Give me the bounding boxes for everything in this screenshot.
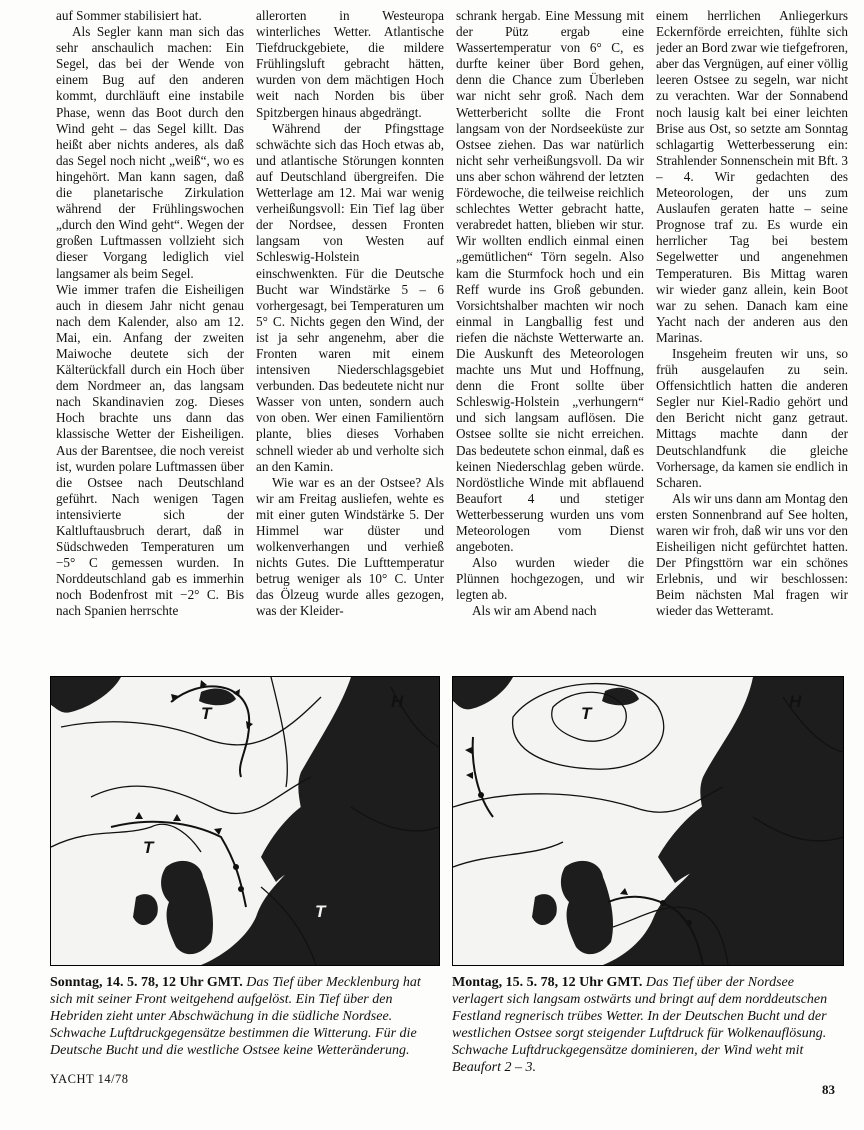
paragraph: Als Segler kann man sich das sehr anschaulich machen: Ein Segel, das bei der Wende von einem Bug auf den anderen kommt, durchläuft eine instabile Phase, wenn das Boot durch den Wind geht – das Segel killt. Das heißt aber nichts anderes, als daß das Segel noch nicht „weiß“, wo es hingehört. Man kann sagen, daß die planetarische Zirkulation während der Frühlingswochen „durch den Wind geht“. Wegen der großen Luftmassen vollzieht sich dieser Vorgang lediglich viel langsamer als beim Segel. bbox=[56, 24, 244, 281]
paragraph: Also wurden wieder die Plünnen hochgezogen, und wir legten ab. bbox=[456, 555, 644, 603]
magazine-issue: YACHT 14/78 bbox=[50, 1072, 129, 1086]
map-caption-sunday bbox=[50, 974, 442, 1059]
paragraph: Wie immer trafen die Eisheiligen auch in diesem Jahr nicht genau nach dem Kalender, also am 12. Mai, ein. Anfang der zweiten Maiwoche deutete sich der Kälterückfall durch ein Hoch über dem Nordmeer an, das langsam nach Skandinavien zog. Dieses Hoch brachte uns dann das klassische Wetter der Eisheiligen. Aus der Barentsee, die noch vereist ist, wurden polare Luftmassen über die Ostsee nach Deutschland geführt. Nach wenigen Tagen intensivierte sich der Kaltluftausbruch derart, daß in Südschweden Temperaturen um −5° C gemessen wurden. In Norddeutschland gab es immerhin noch Bodenfrost mit −2° C. Bis nach Spanien herrschte bbox=[56, 281, 244, 619]
caption-lead: Sonntag, 14. 5. 78, 12 Uhr GMT. bbox=[50, 975, 243, 990]
low-pressure-label: T bbox=[201, 704, 212, 723]
article-column-2 bbox=[256, 8, 444, 658]
caption-text: Das Tief über Mecklenburg hat sich mit seiner Front weitgehend aufgelöst. Ein Tief über den Hebriden zieht unter Abschwächung in die südliche Nordsee. Schwache Luftdruckgegensätze bestimmen die Witterung. Für die Deutsche Bucht und die westliche Ostsee keine Wetteränderung. bbox=[50, 975, 421, 1058]
weather-map-monday bbox=[452, 676, 844, 966]
article-column-4 bbox=[656, 8, 848, 658]
weather-map-monday-graphic bbox=[453, 677, 843, 965]
caption-text: Das Tief über der Nordsee verlagert sich langsam ostwärts und bringt auf dem norddeutschen Festland regnerisch trübes Wetter. In der Deutschen Bucht und der westlichen Ostsee sorgt steigender Luftdruck für Wolkenauflösung. Schwache Luftdruckgegensätze dominieren, der Wind weht mit Beaufort 2 – 3. bbox=[452, 975, 828, 1075]
paragraph: Als wir am Abend nach bbox=[472, 603, 597, 619]
paragraph: einem herrlichen Anliegerkurs Eckernförde erreichten, fühlte sich jeder an Bord zwar wie tiefgefroren, aber das Vergnügen, auf einer völlig leeren Ostsee zu segeln, war nicht zu verachten. War der Sonnabend noch lausig kalt bei einer leichten Brise aus Ost, so setzte am Sonntag schlagartig Wetterbesserung ein: Strahlender Sonnenschein mit Bft. 3 – 4. Wir gedachten des Meteorologen, der uns zum Auslaufen geraten hatte – seine Prognose traf zu. Es wurde ein herrlicher Tag bei bestem Segelwetter und angenehmen Temperaturen. Bis Mittag waren wir wieder ganz allein, kein Boot war zu sehen. Danach kam eine Yacht nach der anderen aus den Marinas. bbox=[656, 8, 848, 345]
page-number: 83 bbox=[822, 1082, 835, 1097]
caption-lead: Montag, 15. 5. 78, 12 Uhr GMT. bbox=[452, 975, 643, 990]
paragraph: allerorten in Westeuropa winterliches Wetter. Atlantische Tiefdruckgebiete, die mildere Frühlingsluft gebracht hätten, wurden von dem mächtigen Hoch weit nach Norden bis über Spitzbergen hinaus abgedrängt. bbox=[256, 8, 444, 120]
paragraph: schrank hergab. Eine Messung mit der Pütz ergab eine Wassertemperatur von 6° C, es durfte keiner über Bord gehen, denn die Chance zum Überleben war nicht sehr groß. Nach dem Wetterbericht sollte die Front langsam von der Nordseeküste zur Ostsee ziehen. Das war natürlich nicht sehr verheißungsvoll. Da wir uns aber schon während der letzten Fördewoche, die teilweise reichlich schlechtes Wetter gebracht hatte, verabredet hatten, blieben wir stur. Wir wollten endlich einmal einen „gemütlichen“ Törn segeln. Also kam die Sturmfock hoch und ein Reff wurde ins Groß gebunden. Vorsichtshalber machten wir noch einmal in Langballig fest und riefen die nächste Wetterwarte an. Die Auskunft des Meteorologen machte uns Mut und Hoffnung, denn die Front sollte über Schleswig-Holstein „verhungern“ und sich langsam auflösen. Die Ostsee sollte sie nicht erreichen. Das bedeutete schon einmal, daß es keinen Niederschlag geben würde. Nordöstliche Winde mit abflauend Beaufort 4 und stetiger Wetterbesserung wurden uns vom Meteorologen vom Dienst angeboten. bbox=[456, 8, 644, 555]
paragraph: auf Sommer stabilisiert hat. bbox=[56, 8, 202, 23]
low-pressure-label: T bbox=[315, 902, 326, 921]
low-pressure-label: T bbox=[581, 704, 592, 723]
map-caption-monday bbox=[452, 974, 844, 1076]
article-column-1 bbox=[56, 8, 244, 658]
article-column-3 bbox=[456, 8, 644, 658]
weather-map-sunday bbox=[50, 676, 440, 966]
paragraph: Während der Pfingsttage schwächte sich das Hoch etwas ab, und atlantische Störungen konnten auf Deutschland übergreifen. Die Wetterlage am 12. Mai war wenig verheißungsvoll: Ein Tief lag über der Nordsee, dessen Fronten langsam von Westen auf Schleswig-Holstein einschwenkten. Für die Deutsche Bucht war Windstärke 5 – 6 vorhergesagt, bei Temperaturen um 5° C. Nichts gegen den Wind, der ist ja sehr angenehm, aber die Fronten waren mit einem intensiven Niederschlagsgebiet verbunden. Das bedeutete nicht nur Wasser von unten, sondern auch von oben. Wer einen Familientörn plante, blies dieses Vorhaben schnell wieder ab und verholte sich an den Kamin. bbox=[256, 120, 444, 474]
weather-map-sunday-graphic bbox=[51, 677, 439, 965]
high-pressure-label: H bbox=[391, 692, 404, 711]
high-pressure-label: H bbox=[789, 692, 802, 711]
paragraph: Wie war es an der Ostsee? Als wir am Freitag ausliefen, wehte es mit einer guten Windstärke 5. Der Himmel war düster und wolkenverhangen und verhieß nichts Gutes. Die Lufttemperatur betrug weniger als 10° C. Unter das Ölzeug wurde alles gezogen, was der Kleider- bbox=[256, 474, 444, 619]
paragraph: Insgeheim freuten wir uns, so früh ausgelaufen zu sein. Offensichtlich hatten die anderen Segler nur Kiel-Radio gehört und den Bericht nicht ganz getraut. Mittags machte dann der Deutschlandfunk die gleiche Vorhersage, da kamen sie endlich in Scharen. bbox=[656, 345, 848, 490]
paragraph: Als wir uns dann am Montag den ersten Sonnenbrand auf See holten, waren wir froh, daß wir uns vor den Eisheiligen nicht gefürchtet hatten. Der Pfingsttörn war ein schönes Erlebnis, und wir beschlossen: Beim nächsten Mal fragen wir wieder das Wetteramt. bbox=[656, 490, 848, 619]
low-pressure-label: T bbox=[143, 838, 154, 857]
